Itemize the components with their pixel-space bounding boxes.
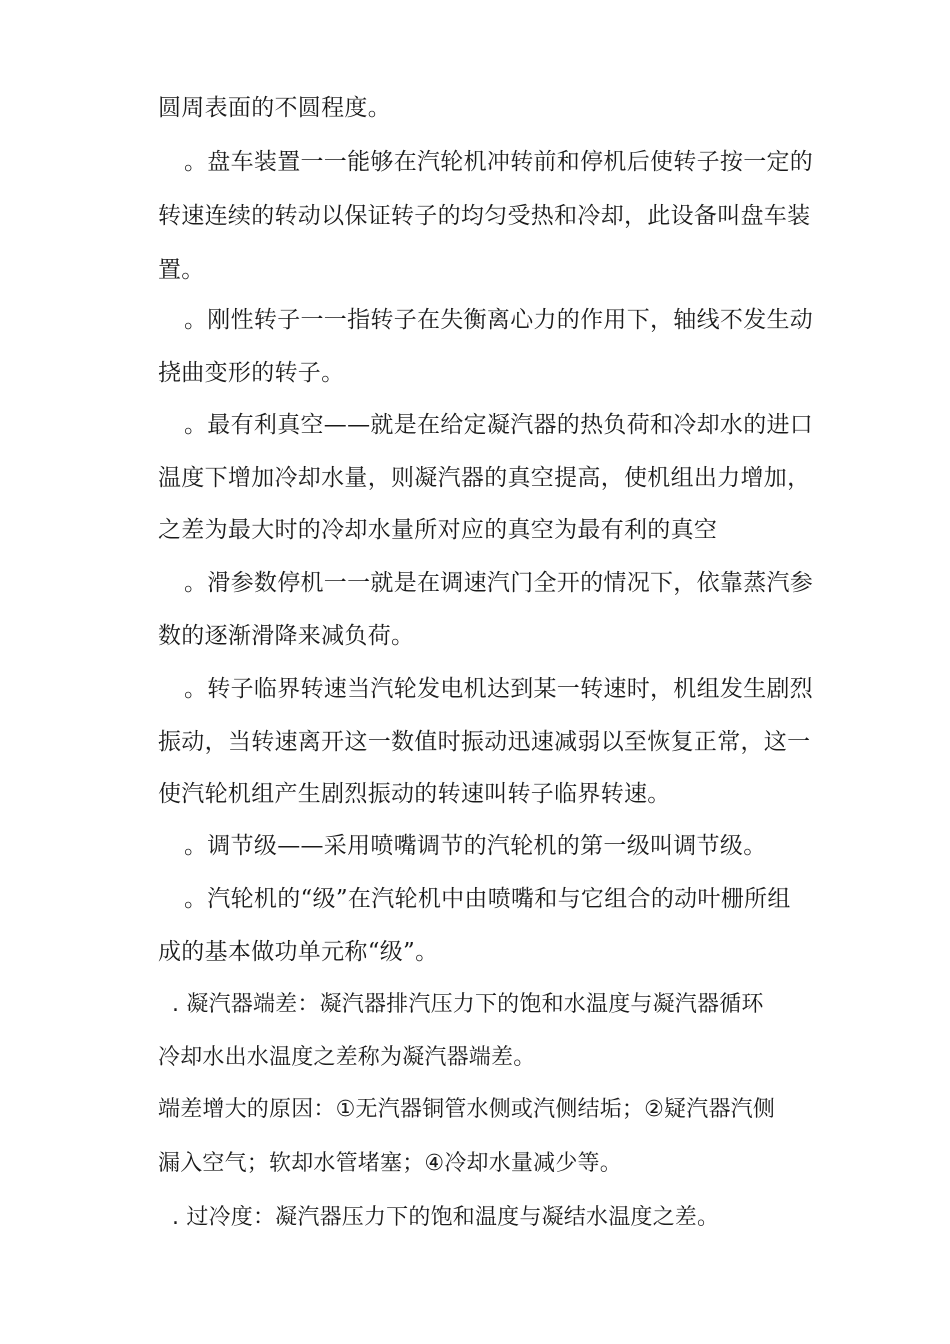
text-line-20: 端差增大的原因：①无汽器铜管水侧或汽侧结垢；②疑汽器汽侧	[158, 1097, 776, 1122]
text-line-18: . 凝汽器端差：凝汽器排汽压力下的饱和水温度与凝汽器循环	[172, 992, 764, 1017]
text-line-8: 温度下增加冷却水量，则凝汽器的真空提高，使机组出力增加，	[158, 465, 811, 491]
text-line-16: 。汽轮机的“级”在汽轮机中由喷嘴和与它组合的动叶栅所组	[184, 886, 791, 912]
text-line-7: 。最有利真空——就是在给定凝汽器的热负荷和冷却水的进口	[184, 412, 814, 438]
text-line-10: 。滑参数停机一一就是在调速汽门全开的情况下，依靠蒸汽参	[184, 570, 814, 596]
text-line-17: 成的基本做功单元称“级”。	[158, 939, 439, 965]
text-line-1: 圆周表面的不圆程度。	[158, 95, 391, 121]
text-line-19: 冷却水出水温度之差称为凝汽器端差。	[158, 1045, 536, 1070]
text-line-5: 。刚性转子一一指转子在失衡离心力的作用下，轴线不发生动	[184, 307, 814, 333]
text-line-15: 。调节级——采用喷嘴调节的汽轮机的第一级叫调节级。	[184, 833, 767, 859]
text-line-4: 置。	[158, 257, 205, 283]
text-line-6: 挠曲变形的转子。	[158, 360, 345, 386]
text-line-13: 振动，当转速离开这一数值时振动迅速减弱以至恢复正常，这一	[158, 729, 811, 755]
text-line-14: 使汽轮机组产生剧烈振动的转速叫转子临界转速。	[158, 781, 671, 807]
text-line-22: . 过冷度：凝汽器压力下的饱和温度与凝结水温度之差。	[172, 1205, 720, 1230]
text-line-2: 。盘车装置一一能够在汽轮机冲转前和停机后使转子按一定的	[184, 149, 814, 175]
text-line-21: 漏入空气；软却水管堵塞；④冷却水量减少等。	[158, 1151, 622, 1176]
text-line-12: 。转子临界转速当汽轮发电机达到某一转速时，机组发生剧烈	[184, 676, 814, 702]
text-line-11: 数的逐渐滑降来减负荷。	[158, 623, 415, 649]
text-line-9: 之差为最大时的冷却水量所对应的真空为最有利的真空	[158, 517, 718, 543]
text-line-3: 转速连续的转动以保证转子的均匀受热和冷却，此设备叫盘车装	[158, 203, 811, 229]
